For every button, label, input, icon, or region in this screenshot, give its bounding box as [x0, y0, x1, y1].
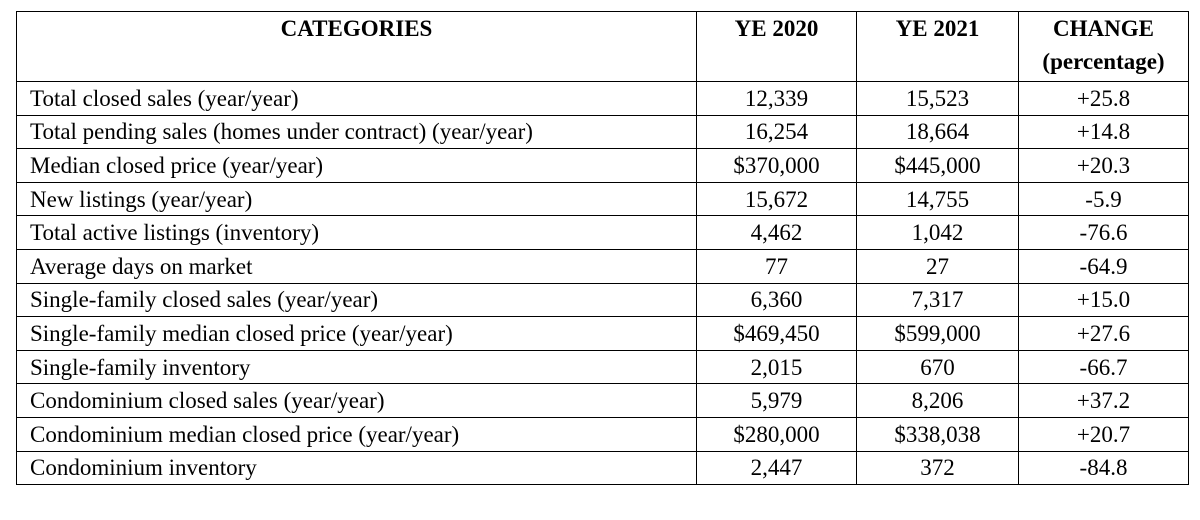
row-ye-2020: 16,254: [697, 115, 857, 149]
row-ye-2021: $445,000: [857, 149, 1019, 183]
row-ye-2021: 372: [857, 451, 1019, 485]
table-row: [17, 216, 1189, 250]
header-change-title: CHANGE: [1053, 16, 1154, 41]
table-row: [17, 350, 1189, 384]
row-ye-2021: 15,523: [857, 82, 1019, 116]
row-ye-2021: 8,206: [857, 384, 1019, 418]
table-row: [17, 115, 1189, 149]
row-change: -64.9: [1019, 249, 1189, 283]
table-row: [17, 149, 1189, 183]
row-change: +14.8: [1019, 115, 1189, 149]
row-ye-2020: $280,000: [697, 417, 857, 451]
table-row: [17, 451, 1189, 485]
row-change: +27.6: [1019, 317, 1189, 351]
row-change: +25.8: [1019, 82, 1189, 116]
table-row: [17, 417, 1189, 451]
row-change: +20.3: [1019, 149, 1189, 183]
row-category: Total pending sales (homes under contract) (year/year): [17, 115, 697, 149]
row-change: -66.7: [1019, 350, 1189, 384]
table-row: [17, 384, 1189, 418]
row-category: Total active listings (inventory): [17, 216, 697, 250]
row-ye-2021: 18,664: [857, 115, 1019, 149]
row-ye-2021: 1,042: [857, 216, 1019, 250]
row-ye-2020: 77: [697, 249, 857, 283]
row-change: +20.7: [1019, 417, 1189, 451]
row-change: -5.9: [1019, 182, 1189, 216]
row-ye-2020: 12,339: [697, 82, 857, 116]
table-row: [17, 249, 1189, 283]
row-ye-2020: 6,360: [697, 283, 857, 317]
row-ye-2020: 2,447: [697, 451, 857, 485]
header-row: [17, 12, 1189, 82]
header-change-unit: (percentage): [1042, 49, 1165, 74]
header-change: [1019, 12, 1189, 82]
table-row: [17, 182, 1189, 216]
row-change: +15.0: [1019, 283, 1189, 317]
row-ye-2021: $599,000: [857, 317, 1019, 351]
row-category: Median closed price (year/year): [17, 149, 697, 183]
row-category: New listings (year/year): [17, 182, 697, 216]
row-ye-2020: $370,000: [697, 149, 857, 183]
header-ye-2021: YE 2021: [857, 12, 1019, 82]
row-category: Condominium inventory: [17, 451, 697, 485]
row-category: Single-family median closed price (year/year): [17, 317, 697, 351]
row-ye-2020: 15,672: [697, 182, 857, 216]
row-category: Condominium median closed price (year/year): [17, 417, 697, 451]
row-ye-2021: 7,317: [857, 283, 1019, 317]
row-category: Single-family inventory: [17, 350, 697, 384]
row-category: Total closed sales (year/year): [17, 82, 697, 116]
row-ye-2020: 4,462: [697, 216, 857, 250]
row-change: -76.6: [1019, 216, 1189, 250]
row-ye-2021: 14,755: [857, 182, 1019, 216]
table-row: [17, 283, 1189, 317]
row-ye-2021: 670: [857, 350, 1019, 384]
row-category: Average days on market: [17, 249, 697, 283]
row-change: +37.2: [1019, 384, 1189, 418]
statistics-table: [16, 11, 1189, 485]
header-ye-2020: YE 2020: [697, 12, 857, 82]
table-row: [17, 82, 1189, 116]
row-ye-2020: 2,015: [697, 350, 857, 384]
row-category: Single-family closed sales (year/year): [17, 283, 697, 317]
row-ye-2021: $338,038: [857, 417, 1019, 451]
row-category: Condominium closed sales (year/year): [17, 384, 697, 418]
row-ye-2020: $469,450: [697, 317, 857, 351]
table-header: [17, 12, 1189, 82]
table-row: [17, 317, 1189, 351]
table-body: [17, 82, 1189, 485]
row-change: -84.8: [1019, 451, 1189, 485]
row-ye-2020: 5,979: [697, 384, 857, 418]
header-categories: CATEGORIES: [17, 12, 697, 82]
row-ye-2021: 27: [857, 249, 1019, 283]
